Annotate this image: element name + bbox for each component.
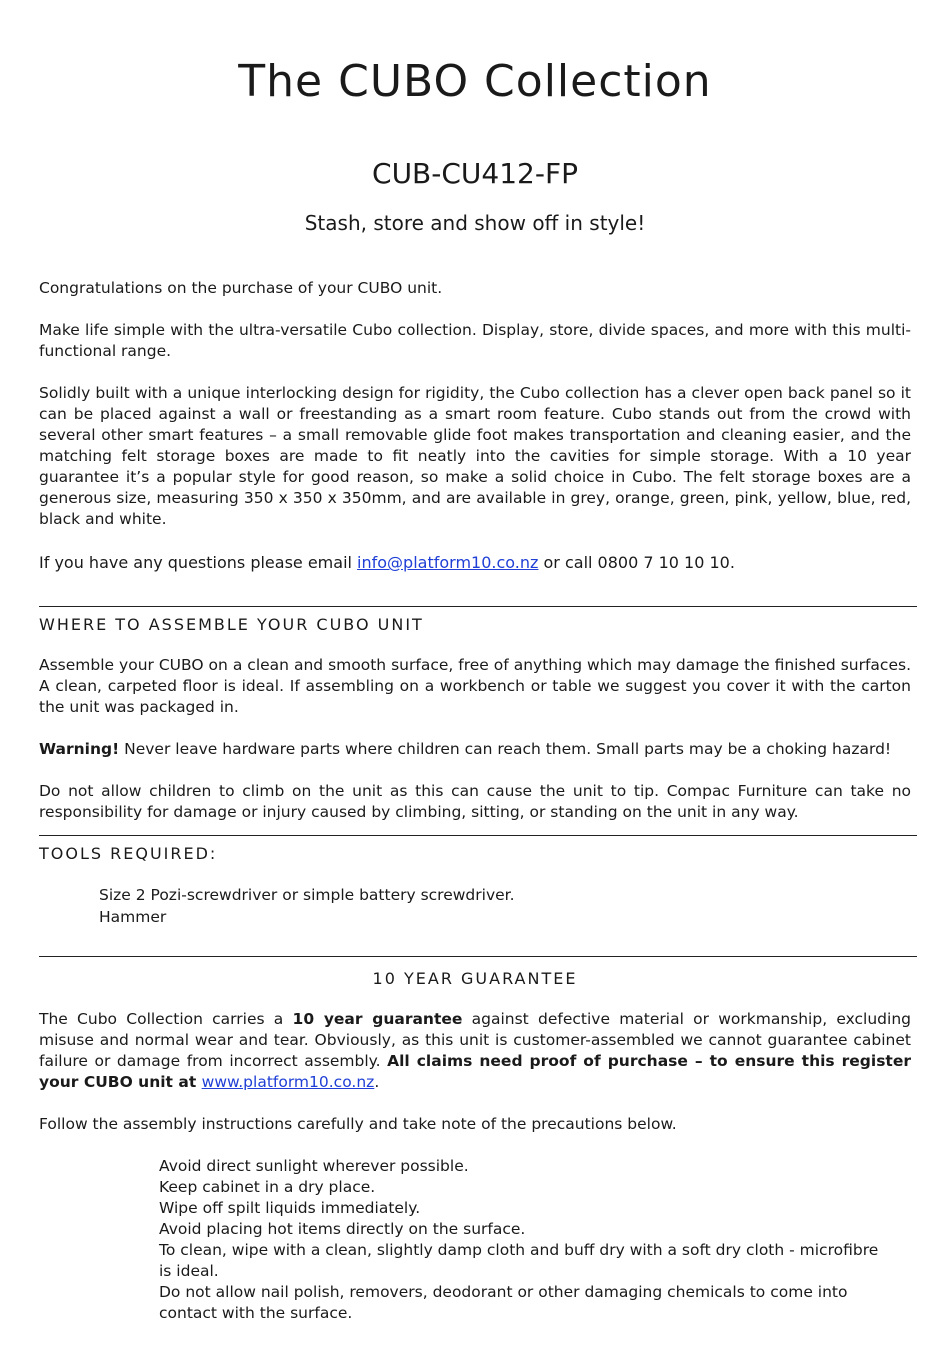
- tool-item: Hammer: [99, 908, 167, 926]
- contact-prefix: If you have any questions please email: [39, 553, 358, 572]
- precaution-item: Wipe off spilt liquids immediately.: [159, 1199, 421, 1217]
- contact-suffix: or call 0800 7 10 10 10.: [538, 553, 735, 572]
- page-title: The CUBO Collection: [238, 56, 712, 107]
- guarantee-prefix: The Cubo Collection carries a: [39, 1010, 293, 1028]
- divider: [39, 606, 917, 607]
- precaution-item: Avoid direct sunlight wherever possible.: [159, 1157, 469, 1175]
- precaution-item: Do not allow nail polish, removers, deodorant or other damaging chemicals to come into contact with the surface.: [159, 1283, 848, 1322]
- claims-text: All claims need proof of purchase – to ensure this register your CUBO unit at: [39, 1052, 912, 1091]
- precautions-list: [159, 1156, 889, 1324]
- climb-warning: Do not allow children to climb on the unit as this can cause the unit to tip. Compac Furniture can take no responsibility for damage or injury caused by climbing, sitting, or standing on the unit in any way.: [39, 782, 911, 821]
- description-paragraph: Solidly built with a unique interlocking design for rigidity, the Cubo collection has a clever open back panel so it can be placed against a wall or freestanding as a smart room feature. Cubo stands out from the crowd with several other smart features – a small removable glide foot makes transportation and cleaning easier, and the matching felt storage boxes are made to fit neatly into the cavities for simple storage. With a 10 year guarantee it’s a popular style for good reason, so make a solid choice in Cubo. The felt storage boxes are a generous size, measuring 350 x 350 x 350mm, and are available in grey, orange, green, pink, yellow, blue, red, black and white.: [39, 384, 911, 528]
- follow-instructions: Follow the assembly instructions carefully and take note of the precautions below.: [39, 1115, 677, 1133]
- guarantee-text: [39, 1009, 911, 1093]
- tagline: Stash, store and show off in style!: [304, 211, 646, 235]
- guarantee-bold: 10 year guarantee: [292, 1010, 463, 1028]
- product-code: CUB-CU412-FP: [372, 157, 578, 190]
- email-link[interactable]: info@platform10.co.nz: [357, 553, 539, 572]
- warning-body: Never leave hardware parts where children can reach them. Small parts may be a choking hazard!: [119, 740, 892, 758]
- tool-item: Size 2 Pozi-screwdriver or simple battery screwdriver.: [99, 886, 515, 904]
- warning-label: Warning!: [39, 740, 120, 758]
- congrats-text: Congratulations on the purchase of your CUBO unit.: [39, 279, 443, 297]
- tools-list: [99, 884, 515, 928]
- precaution-item: Avoid placing hot items directly on the surface.: [159, 1220, 526, 1238]
- warning-text: [39, 739, 911, 760]
- assemble-heading: WHERE TO ASSEMBLE YOUR CUBO UNIT: [39, 615, 424, 634]
- intro-paragraph: Make life simple with the ultra-versatile Cubo collection. Display, store, divide spaces, and more with this multi-functional range.: [39, 321, 911, 360]
- divider: [39, 835, 917, 836]
- guarantee-period: .: [374, 1073, 380, 1091]
- assemble-text: Assemble your CUBO on a clean and smooth surface, free of anything which may damage the finished surfaces. A clean, carpeted floor is ideal. If assembling on a workbench or table we suggest you cover it with the carton the unit was packaged in.: [39, 656, 911, 716]
- website-link[interactable]: www.platform10.co.nz: [201, 1073, 375, 1091]
- precaution-item: Keep cabinet in a dry place.: [159, 1178, 376, 1196]
- guarantee-heading: 10 YEAR GUARANTEE: [372, 969, 578, 988]
- tools-heading: TOOLS REQUIRED:: [39, 844, 218, 863]
- precaution-item: To clean, wipe with a clean, slightly damp cloth and buff dry with a soft dry cloth - microfibre is ideal.: [159, 1241, 879, 1280]
- contact-line: [39, 552, 911, 573]
- guarantee-middle: against defective material or workmanship, excluding misuse and normal wear and tear. Obviously, as this unit is customer-assembled we cannot guarantee cabinet failure or damage from incorrect assembly.: [39, 1010, 911, 1070]
- divider: [39, 956, 917, 957]
